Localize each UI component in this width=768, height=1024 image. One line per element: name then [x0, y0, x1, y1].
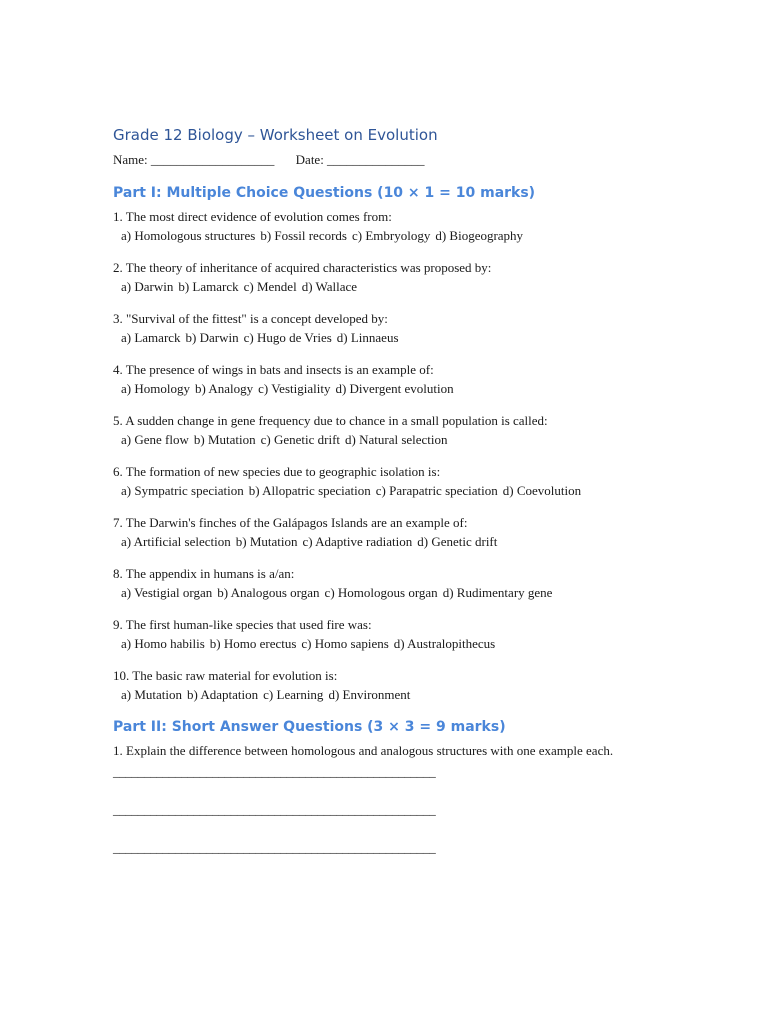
option: b) Analogous organ: [217, 585, 320, 600]
option: d) Wallace: [301, 279, 358, 294]
question-text: 3. "Survival of the fittest" is a concept developed by:: [113, 311, 388, 326]
option: a) Homo habilis: [121, 636, 205, 651]
question-options: [113, 277, 693, 296]
option: c) Vestigiality: [258, 381, 331, 396]
mcq-question: [113, 207, 693, 245]
question-options: [113, 583, 693, 602]
option: a) Mutation: [121, 687, 183, 702]
answer-line: ____________________________________________________: [113, 840, 436, 855]
question-text: 1. The most direct evidence of evolution comes from:: [113, 209, 392, 224]
option: b) Mutation: [193, 432, 256, 447]
question-text: 4. The presence of wings in bats and insects is an example of:: [113, 362, 434, 377]
question-options: [113, 532, 693, 551]
question-text: 5. A sudden change in gene frequency due to chance in a small population is called:: [113, 413, 548, 428]
option: c) Parapatric speciation: [375, 483, 498, 498]
mcq-question: [113, 411, 693, 449]
option: b) Fossil records: [260, 228, 347, 243]
option: a) Vestigial organ: [121, 585, 213, 600]
worksheet-content: [113, 125, 693, 876]
option: b) Allopatric speciation: [248, 483, 371, 498]
part2-heading: Part II: Short Answer Questions (3 × 3 = 9 marks): [113, 719, 506, 735]
option: c) Homologous organ: [324, 585, 438, 600]
question-text: 6. The formation of new species due to geographic isolation is:: [113, 464, 441, 479]
option: b) Adaptation: [187, 687, 259, 702]
question-text: 10. The basic raw material for evolution is:: [113, 668, 338, 683]
part1-heading: Part I: Multiple Choice Questions (10 × 1 = 10 marks): [113, 185, 536, 201]
question-options: [113, 226, 693, 245]
answer-line: ____________________________________________________: [113, 764, 436, 779]
question-options: [113, 328, 693, 347]
name-field: Name: ___________________: [113, 152, 275, 167]
date-field: Date: _______________: [295, 152, 425, 167]
question-text: 8. The appendix in humans is a/an:: [113, 566, 295, 581]
question-options: [113, 430, 693, 449]
question-text: 7. The Darwin's finches of the Galápagos Islands are an example of:: [113, 515, 468, 530]
option: d) Environment: [328, 687, 411, 702]
option: d) Divergent evolution: [335, 381, 454, 396]
option: b) Mutation: [235, 534, 298, 549]
option: d) Linnaeus: [336, 330, 399, 345]
question-options: [113, 379, 693, 398]
option: a) Lamarck: [121, 330, 181, 345]
option: a) Homology: [121, 381, 190, 396]
mcq-question: [113, 360, 693, 398]
mcq-question: [113, 462, 693, 500]
question-options: [113, 685, 693, 704]
option: b) Analogy: [194, 381, 254, 396]
answer-lines: [113, 762, 693, 857]
mcq-question: [113, 615, 693, 653]
mcq-question: [113, 513, 693, 551]
option: d) Coevolution: [502, 483, 582, 498]
option: c) Adaptive radiation: [302, 534, 413, 549]
part2-section: [113, 717, 693, 857]
option: c) Learning: [263, 687, 324, 702]
option: b) Darwin: [185, 330, 239, 345]
answer-line: ____________________________________________________: [113, 802, 436, 817]
name-date-row: [113, 151, 693, 169]
worksheet-title: Grade 12 Biology – Worksheet on Evolution: [113, 126, 438, 144]
mcq-question: [113, 666, 693, 704]
question-text: 9. The first human-like species that used fire was:: [113, 617, 372, 632]
option: a) Gene flow: [121, 432, 189, 447]
option: c) Hugo de Vries: [243, 330, 332, 345]
option: a) Artificial selection: [121, 534, 231, 549]
question-options: [113, 481, 693, 500]
option: b) Homo erectus: [209, 636, 297, 651]
option: c) Embryology: [351, 228, 431, 243]
mcq-question: [113, 258, 693, 296]
option: d) Natural selection: [345, 432, 448, 447]
question-options: [113, 634, 693, 653]
option: a) Homologous structures: [121, 228, 256, 243]
option: a) Darwin: [121, 279, 174, 294]
option: d) Rudimentary gene: [442, 585, 553, 600]
option: d) Genetic drift: [417, 534, 498, 549]
short-answer-question-1: 1. Explain the difference between homologous and analogous structures with one example each.: [113, 743, 614, 758]
option: c) Genetic drift: [260, 432, 341, 447]
option: b) Lamarck: [178, 279, 239, 294]
mcq-question: [113, 564, 693, 602]
mcq-list: [113, 207, 693, 704]
option: c) Homo sapiens: [301, 636, 389, 651]
option: d) Biogeography: [435, 228, 524, 243]
question-text: 2. The theory of inheritance of acquired characteristics was proposed by:: [113, 260, 492, 275]
option: d) Australopithecus: [393, 636, 496, 651]
option: c) Mendel: [243, 279, 297, 294]
mcq-question: [113, 309, 693, 347]
option: a) Sympatric speciation: [121, 483, 244, 498]
